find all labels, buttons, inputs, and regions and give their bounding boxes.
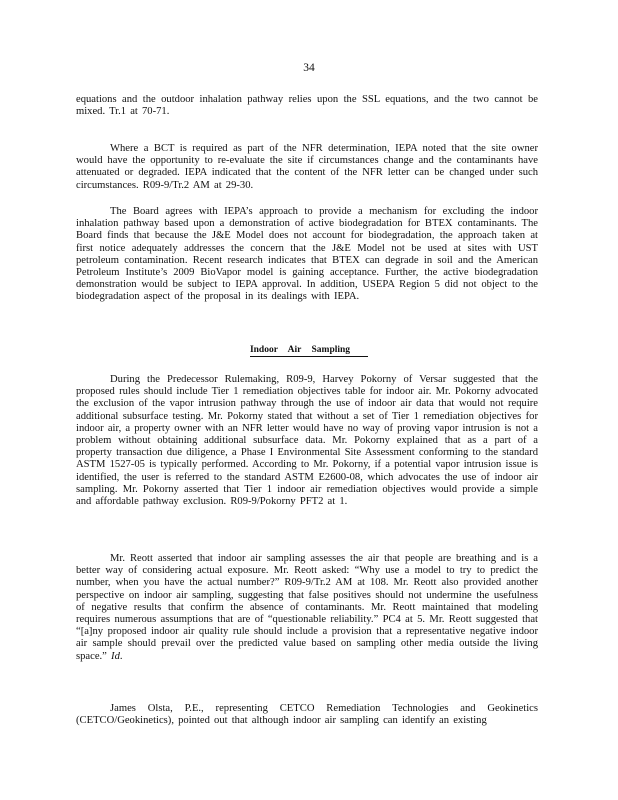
section-heading [0,345,618,357]
paragraph-3: The Board agrees with IEPA’s approach to provide a mechanism for excluding the indoor inhalation pathway based upon a demonstration of active biodegradation for BTEX contaminants. The Board finds that because the J&E Model does not account for biodegradation, the approach taken at first notice adequately addresses the concern that the J&E Model not be used at sites with UST petroleum contamination. Recent research indicates that BTEX can degrade in soil and the American Petroleum Institute’s 2009 BioVapor model is gaining acceptance. Further, the active biodegradation demonstration would be subject to IEPA approval. In addition, USEPA Region 5 did not object to the biodegradation aspect of the proposal in its dealings with IEPA. [76,206,538,303]
paragraph-5-end: . [119,650,123,662]
paragraph-1-block [76,94,538,118]
page-number: 34 [303,62,315,74]
paragraph-3-block [76,206,538,304]
paragraph-5 [76,553,538,663]
section-heading-text: Indoor Air Sampling [250,345,368,357]
paragraph-5-citation: Id [111,650,120,662]
paragraph-5-block [76,553,538,663]
paragraph-1: equations and the outdoor inhalation pathway relies upon the SSL equations, and the two cannot be mixed. Tr.1 at 70-71. [76,94,538,118]
paragraph-5-main: Mr. Reott asserted that indoor air sampling assesses the air that people are breathing and is a better way of considering actual exposure. Mr. Reott asked: “Why use a model to try to predict the number, when you have the actual number?” R09-9/Tr.2 AM at 108. Mr. Reott also provided another perspective on indoor air sampling, suggesting that false positives should not undermine the usefulness of negative results that confirm the absence of contaminants. Mr. Reott maintained that modeling requires numerous assumptions that are of “questionable reliability.” PC4 at 5. Mr. Reott suggested that “[a]ny proposed indoor air quality rule should include a provision that a representative negative indoor air sample should prevail over the predicted value based on sampling other media outside the living space.” [76,553,538,662]
paragraph-4: During the Predecessor Rulemaking, R09-9, Harvey Pokorny of Versar suggested that the proposed rules should include Tier 1 remediation objectives table for indoor air. Mr. Pokorny advocated the exclusion of the vapor intrusion pathway through the use of indoor air data that would not require additional subsurface testing. Mr. Pokorny stated that without a set of Tier 1 remediation objectives for indoor air, a property owner with an NFR letter would have no way of proving vapor intrusion is not a problem without obtaining additional subsurface data. Mr. Pokorny explained that as a part of a property transaction due diligence, a Phase I Environmental Site Assessment conforming to the standard ASTM 1527-05 is typically performed. According to Mr. Pokorny, if a potential vapor intrusion issue is identified, the user is referred to the standard ASTM E2600-08, which advocates the use of indoor air sampling. Mr. Pokorny asserted that Tier 1 indoor air remediation objectives would provide a simple and affordable pathway exclusion. R09-9/Pokorny PFT2 at 1. [76,374,538,508]
paragraph-2-block [76,143,538,192]
paragraph-6: James Olsta, P.E., representing CETCO Remediation Technologies and Geokinetics (CETCO/Geokinetics), pointed out that although indoor air sampling can identify an existing [76,703,538,727]
paragraph-6-block [76,703,538,727]
paragraph-2: Where a BCT is required as part of the NFR determination, IEPA noted that the site owner would have the opportunity to re-evaluate the site if circumstances change and the contaminants have attenuated or degraded. IEPA indicated that the content of the NFR letter can be changed under such circumstances. R09-9/Tr.2 AM at 29-30. [76,143,538,191]
paragraph-4-block [76,374,538,508]
